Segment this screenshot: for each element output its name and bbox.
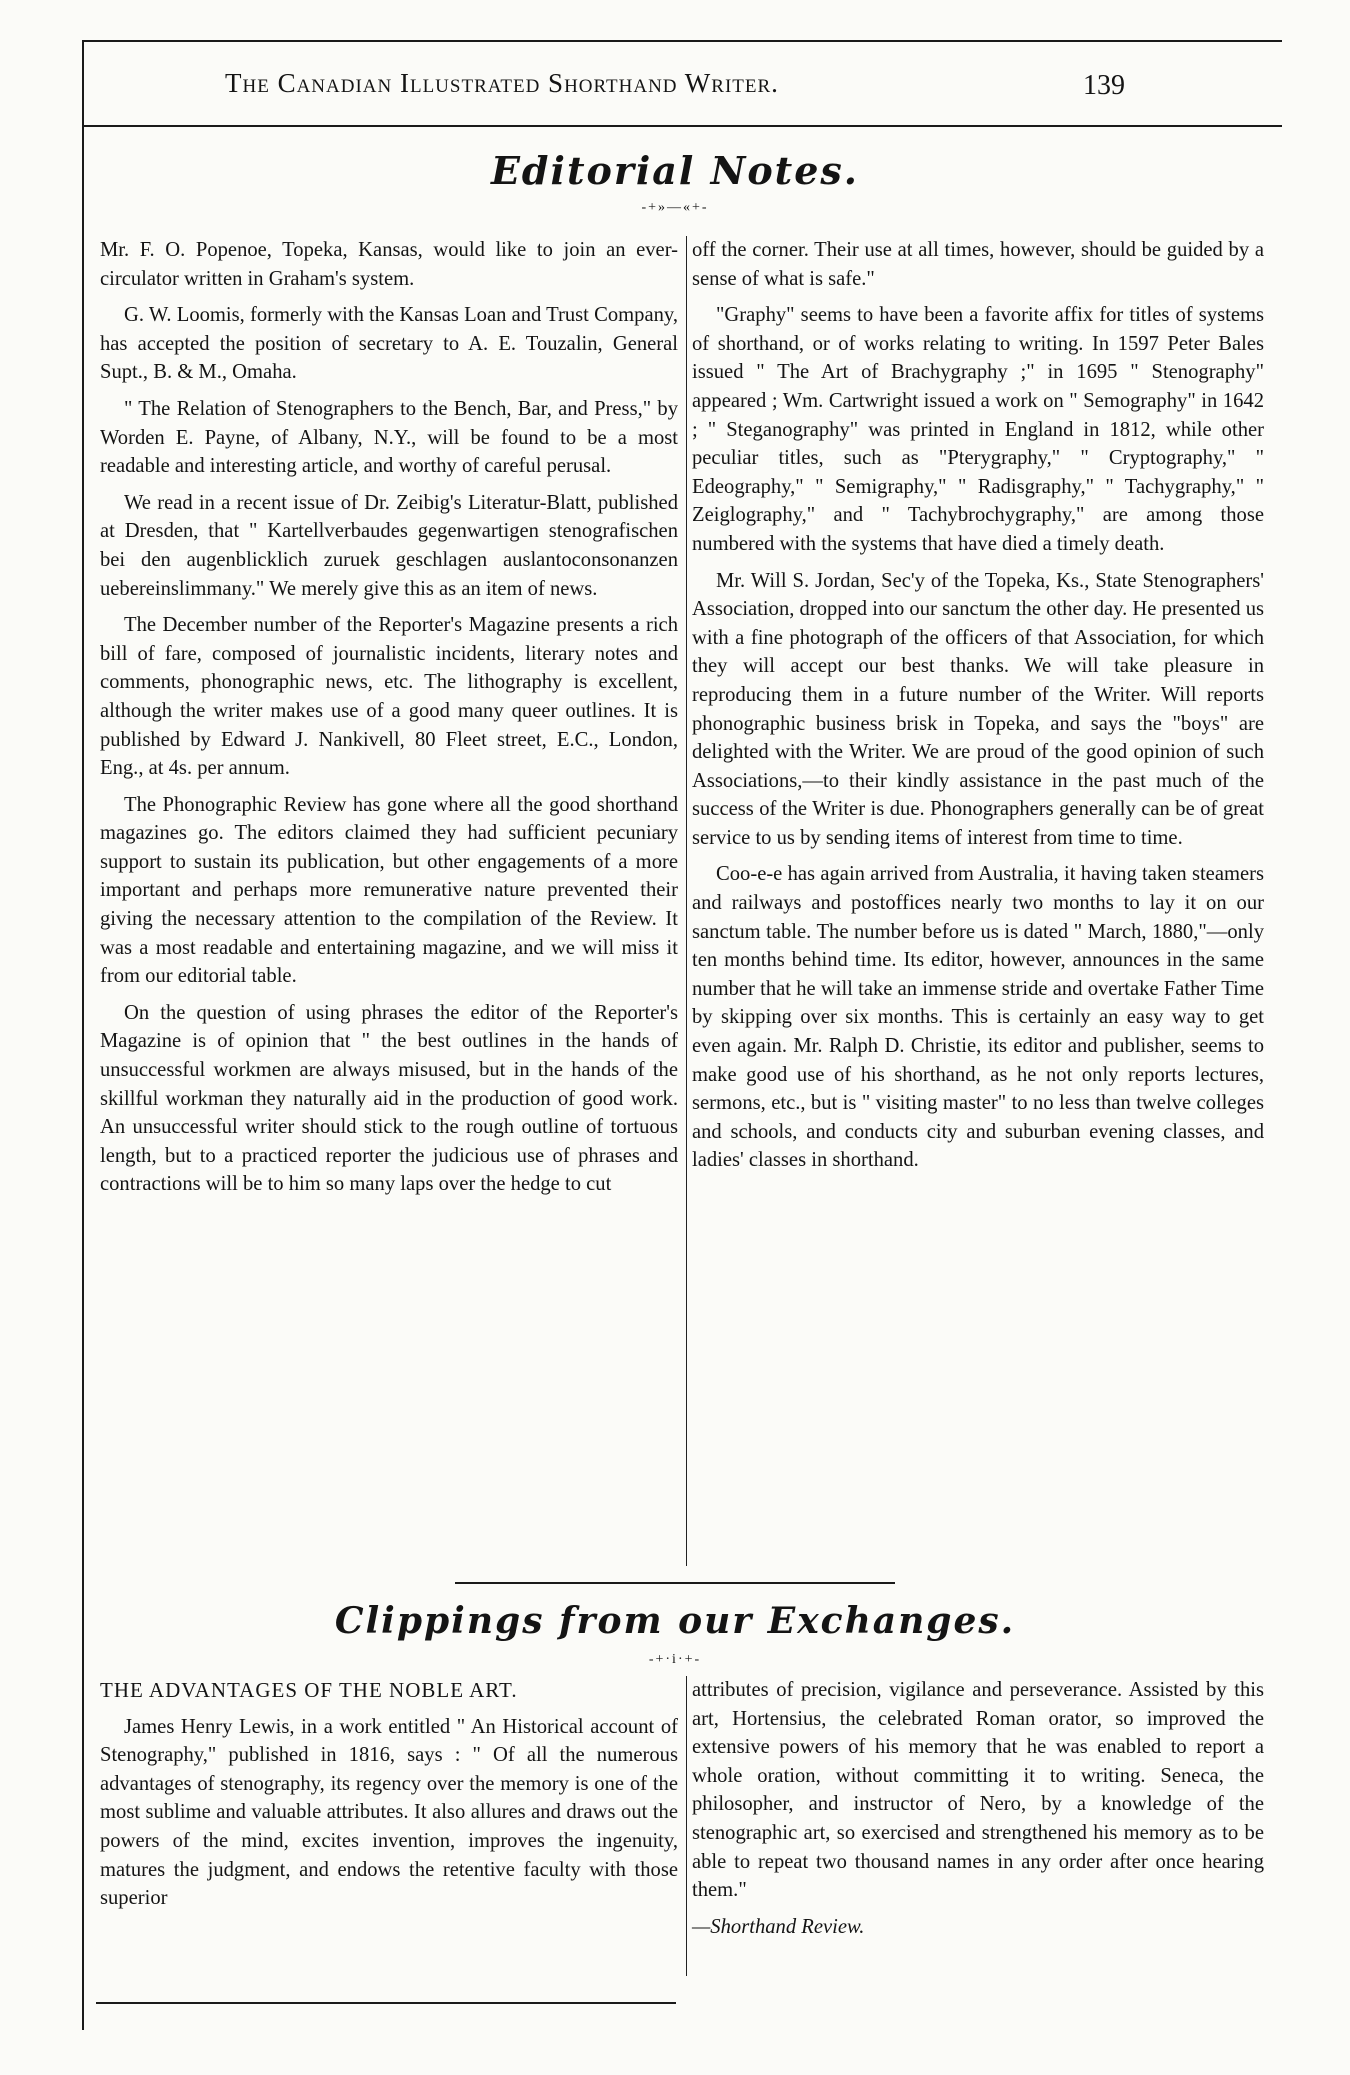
clipping-title: THE ADVANTAGES OF THE NOBLE ART.: [100, 1678, 518, 1702]
note-popenoe: Mr. F. O. Popenoe, Topeka, Kansas, would like to join an ever-circulator written in Graham's system.: [100, 239, 678, 290]
note-continued: off the corner. Their use at all times, however, should be guided by a sense of what is safe.": [692, 239, 1264, 290]
note-will-jordan: Mr. Will S. Jordan, Sec'y of the Topeka, Ks., State Stenographers' Association, dropped into our sanctum the other day. He presented us with a fine photograph of the officers of that Association, for which they will accept our best thanks. We will take pleasure in reproducing them in a future number of the Writer. Will reports phonographic business brisk in Topeka, and says the "boys" are delighted with the Writer. We are proud of the good opinion of such Associations,—to their kindly assistance in the past much of the success of the Writer is due. Phonographers generally can be of great service to us by sending items of interest from time to time.: [692, 569, 1264, 849]
journal-title: The Canadian Illustrated Shorthand Writer.: [225, 68, 779, 98]
note-literatur-blatt: We read in a recent issue of Dr. Zeibig's Literatur-Blatt, published at Dresden, that " Kartellverbaudes gegenwartigen stenografischen bei den augenblicklich zuruek geschlagen auslantoconsonanzen uebereinslimmany." We merely give this as an item of news.: [100, 491, 678, 600]
note-reporters-magazine: The December number of the Reporter's Magazine presents a rich bill of fare, composed of journalistic incidents, literary notes and comments, phonographic news, etc. The lithography is excellent, although the writer makes use of a good many queer outlines. It is published by Edward J. Nankivell, 80 Fleet street, E.C., London, Eng., at 4s. per annum.: [100, 614, 678, 780]
editorial-right-column: [692, 236, 1264, 1183]
page-number: 139: [1083, 70, 1125, 101]
clippings-ornament: -+·i·+-: [648, 1652, 702, 1667]
bottom-rule: [96, 2002, 676, 2004]
note-graphy: "Graphy" seems to have been a favorite affix for titles of systems of shorthand, or of works relating to writing. In 1597 Peter Bales issued " The Art of Brachygraphy ;" in 1695 " Stenography" appeared ; Wm. Cartwright issued a work on " Semography" in 1642 ; " Steganography" was printed in England in 1812, while other peculiar titles, such as "Pterygraphy," " Cryptography," " Edeography," " Semigraphy," " Radisgraphy," " Tachygraphy," " Zeiglography," and " Tachybrochygraphy," are among those numbered with the systems that have died a timely death.: [692, 304, 1264, 555]
clippings-heading: Clippings from our Exchanges.: [334, 1600, 1016, 1642]
clipping-continued: attributes of precision, vigilance and perseverance. Assisted by this art, Hortensius, the celebrated Roman orator, so improved the extensive powers of his memory that he was enabled to report a whole oration, without committing it to writing. Seneca, the philosopher, and instructor of Nero, by a knowledge of the stenographic art, so exercised and strengthened his memory as to be able to repeat two thousand names in any order after once hearing them.": [692, 1679, 1264, 1902]
note-coo-e-e: Coo-e-e has again arrived from Australia, it having taken steamers and railways and postoffices nearly two months to lay it on our sanctum table. The number before us is dated " March, 1880,"—only ten months behind time. Its editor, however, announces in the same number that he will take an immense stride and overtake Father Time by skipping over six months. This is certainly an easy way to get even again. Mr. Ralph D. Christie, its editor and publisher, seems to make good use of his shorthand, as he not only reports lectures, sermons, etc., but is " visiting master" to no less than twelve colleges and schools, and conducts city and suburban evening classes, and ladies' classes in shorthand.: [692, 863, 1264, 1172]
header-rule: [82, 125, 1282, 127]
section-divider: [455, 1582, 895, 1584]
clippings-right-column: [692, 1676, 1264, 1949]
note-using-phrases: On the question of using phrases the editor of the Reporter's Magazine is of opinion that " the best outlines in the hands of unsuccessful workmen are always misused, but in the hands of the skillful workman they naturally aid in the production of good work. An unsuccessful writer should stick to the rough outline of tortuous length, but to a practiced reporter the judicious use of phrases and contractions will be to him so many laps over the hedge to cut: [100, 1001, 678, 1196]
clippings-left-column: [100, 1676, 678, 1921]
clipping-source: —Shorthand Review.: [692, 1915, 865, 1938]
note-phonographic-review: The Phonographic Review has gone where all the good shorthand magazines go. The editors claimed they had sufficient pecuniary support to sustain its publication, but other engagements of a more important and perhaps more remunerative nature prevented their giving the necessary attention to the compilation of the Review. It was a most readable and entertaining magazine, and we will miss it from our editorial table.: [100, 793, 678, 988]
note-loomis: G. W. Loomis, formerly with the Kansas Loan and Trust Company, has accepted the position of secretary to A. E. Touzalin, General Supt., B. & M., Omaha.: [100, 304, 678, 384]
editorial-heading: Editorial Notes.: [490, 148, 860, 193]
left-rule: [82, 40, 84, 2030]
clipping-lewis: James Henry Lewis, in a work entitled " An Historical account of Stenography," published in 1816, says : " Of all the numerous advantages of stenography, its regency over the memory is one of the most sublime and valuable attributes. It also allures and draws out the powers of the mind, excites invention, improves the ingenuity, matures the judgment, and endows the retentive faculty with those superior: [100, 1715, 678, 1910]
note-relation-of-stenographers: " The Relation of Stenographers to the Bench, Bar, and Press," by Worden E. Payne, of Albany, N.Y., will be found to be a most readable and interesting article, and worthy of careful perusal.: [100, 397, 678, 478]
editorial-left-column: [100, 236, 678, 1207]
page-header: [225, 68, 1125, 112]
top-rule: [82, 40, 1282, 42]
editorial-ornament: -+»—«+-: [641, 200, 709, 215]
editorial-column-divider: [686, 236, 687, 1566]
clippings-column-divider: [686, 1676, 687, 1976]
